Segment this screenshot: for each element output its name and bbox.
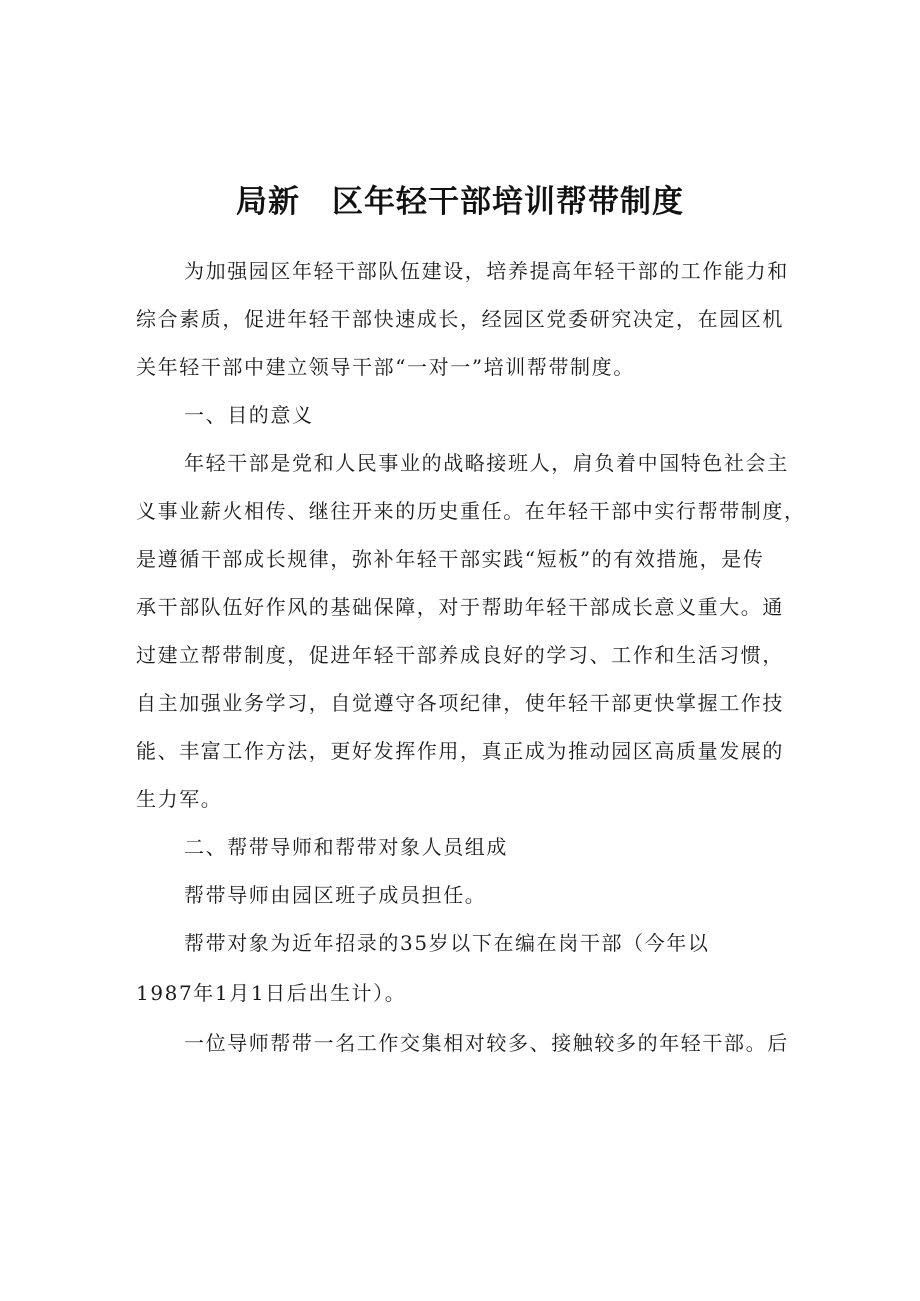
paragraph-line: 生力军。	[136, 787, 223, 811]
paragraph-line: 承干部队伍好作风的基础保障，对于帮助年轻干部成长意义重大。通	[136, 595, 784, 619]
paragraph-line: 是遵循干部成长规律，弥补年轻干部实践“短板”的有效措施，是传	[136, 547, 765, 571]
paragraph-line: 帮带导师由园区班子成员担任。	[184, 883, 487, 907]
paragraph-line: 综合素质，促进年轻干部快速成长，经园区党委研究决定，在园区机	[136, 307, 784, 331]
paragraph-line: 自主加强业务学习，自觉遵守各项纪律，使年轻干部更快掌握工作技	[136, 691, 784, 715]
section-heading: 二、帮带导师和帮带对象人员组成	[184, 835, 508, 859]
document-title: 局新 区年轻干部培训帮带制度	[236, 184, 684, 220]
paragraph-line: 一位导师帮带一名工作交集相对较多、接触较多的年轻干部。后	[184, 1031, 789, 1055]
paragraph-line: 关年轻干部中建立领导干部“一对一”培训帮带制度。	[136, 355, 635, 379]
paragraph-line: 帮带对象为近年招录的35岁以下在编在岗干部（今年以	[184, 931, 710, 955]
section-heading: 一、目的意义	[184, 403, 314, 427]
paragraph-line: 过建立帮带制度，促进年轻干部养成良好的学习、工作和生活习惯，	[136, 643, 784, 667]
paragraph-line: 年轻干部是党和人民事业的战略接班人，肩负着中国特色社会主	[184, 451, 789, 475]
paragraph-line: 能、丰富工作方法，更好发挥作用，真正成为推动园区高质量发展的	[136, 739, 784, 763]
paragraph-line: 1987年1月1日后出生计）。	[136, 981, 407, 1005]
paragraph-line: 义事业薪火相传、继往开来的历史重任。在年轻干部中实行帮带制度，	[136, 499, 806, 523]
paragraph-line: 为加强园区年轻干部队伍建设，培养提高年轻干部的工作能力和	[184, 259, 789, 283]
